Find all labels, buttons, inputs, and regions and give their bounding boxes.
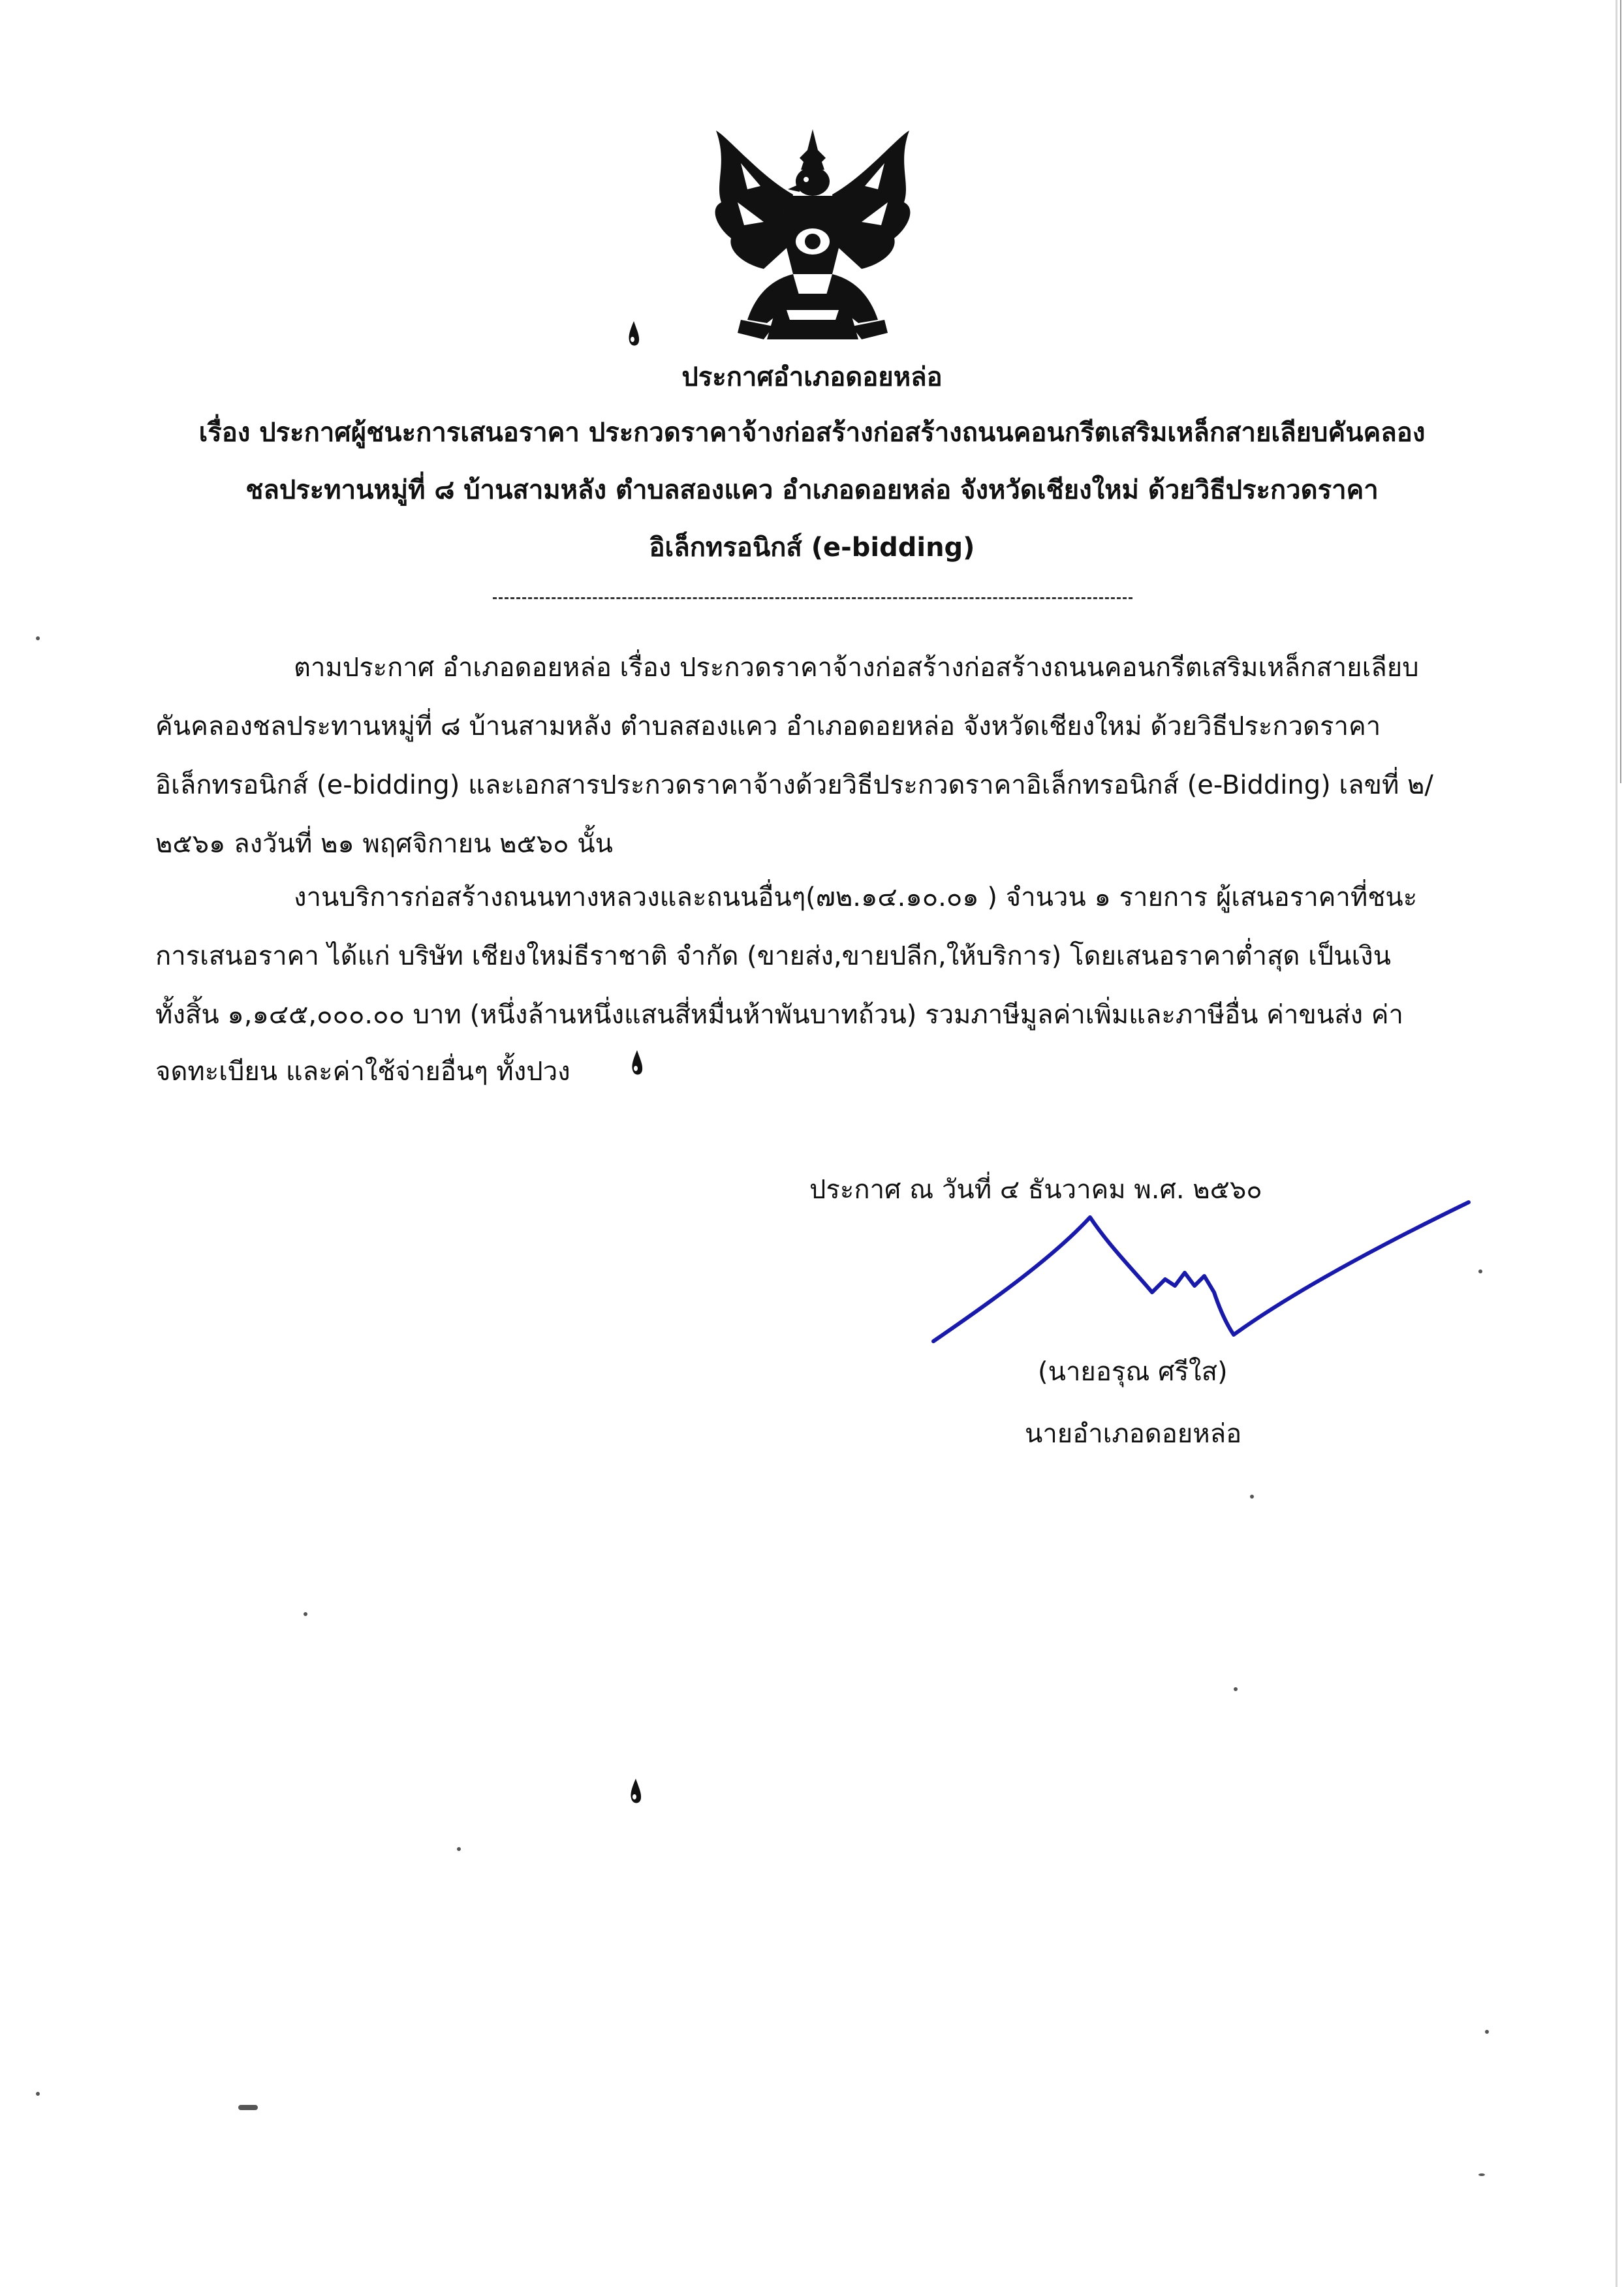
ink-drop-icon xyxy=(629,1777,643,1806)
body-line-4: ๒๕๖๑ ลงวันที่ ๒๑ พฤศจิกายน ๒๕๖๐ นั้น xyxy=(155,829,613,859)
handwritten-signature xyxy=(927,1188,1475,1358)
scan-speck xyxy=(1485,2030,1489,2034)
signer-position: นายอำเภอดอยหล่อ xyxy=(1025,1419,1242,1449)
garuda-emblem-icon xyxy=(702,124,924,359)
body-line-3: อิเล็กทรอนิกส์ (e-bidding) และเอกสารประกวดราคาจ้างด้วยวิธีประกวดราคาอิเล็กทรอนิกส์ (e-Bidding) เลขที่ ๒/ xyxy=(155,770,1433,800)
scan-speck xyxy=(1250,1495,1254,1499)
signer-name: (นายอรุณ ศรีใส) xyxy=(1038,1357,1228,1387)
ink-drop-icon xyxy=(627,320,641,349)
ink-drop-icon xyxy=(630,1049,644,1078)
document-title: ประกาศอำเภอดอยหล่อ xyxy=(681,362,943,392)
scan-speck xyxy=(1478,2173,1485,2176)
body-line-8: จดทะเบียน และค่าใช้จ่ายอื่นๆ ทั้งปวง xyxy=(155,1057,570,1087)
subject-line-2: ชลประทานหมู่ที่ ๘ บ้านสามหลัง ตำบลสองแคว อำเภอดอยหล่อ จังหวัดเชียงใหม่ ด้วยวิธีประกวดราคา xyxy=(245,475,1379,505)
scan-speck xyxy=(1478,1269,1482,1273)
body-line-1: ตามประกาศ อำเภอดอยหล่อ เรื่อง ประกวดราคาจ้างก่อสร้างก่อสร้างถนนคอนกรีตเสริมเหล็กสายเลียบ xyxy=(294,653,1419,683)
scan-speck xyxy=(36,2092,40,2096)
body-line-2: คันคลองชลประทานหมู่ที่ ๘ บ้านสามหลัง ตำบลสองแคว อำเภอดอยหล่อ จังหวัดเชียงใหม่ ด้วยวิธีประกวดราคา xyxy=(155,711,1381,741)
announcement-date: ประกาศ ณ วันที่ ๔ ธันวาคม พ.ศ. ๒๕๖๐ xyxy=(809,1175,1262,1205)
scan-edge-line xyxy=(1616,0,1617,2287)
dashed-separator xyxy=(493,597,1132,599)
subject-line-1: เรื่อง ประกาศผู้ชนะการเสนอราคา ประกวดราคาจ้างก่อสร้างก่อสร้างถนนคอนกรีตเสริมเหล็กสายเลียบคันคลอง xyxy=(198,418,1426,448)
scan-speck xyxy=(457,1847,461,1851)
body-line-7: ทั้งสิ้น ๑,๑๔๕,๐๐๐.๐๐ บาท (หนึ่งล้านหนึ่งแสนสี่หมื่นห้าพันบาทถ้วน) รวมภาษีมูลค่าเพิ่มและภาษีอื่น ค่าขนส่ง ค่า xyxy=(155,1000,1403,1030)
scan-speck xyxy=(304,1612,307,1616)
subject-line-3: อิเล็กทรอนิกส์ (e-bidding) xyxy=(649,533,975,563)
scan-speck xyxy=(1234,1687,1238,1691)
scan-speck xyxy=(238,2105,258,2110)
body-line-5: งานบริการก่อสร้างถนนทางหลวงและถนนอื่นๆ(๗๒.๑๔.๑๐.๐๑ ) จำนวน ๑ รายการ ผู้เสนอราคาที่ชนะ xyxy=(294,882,1418,912)
body-line-6: การเสนอราคา ได้แก่ บริษัท เชียงใหม่ธีราชาติ จำกัด (ขายส่ง,ขายปลีก,ให้บริการ) โดยเสนอราคาต่ำสุด เป็นเงิน xyxy=(155,941,1392,971)
scan-speck xyxy=(36,636,40,640)
